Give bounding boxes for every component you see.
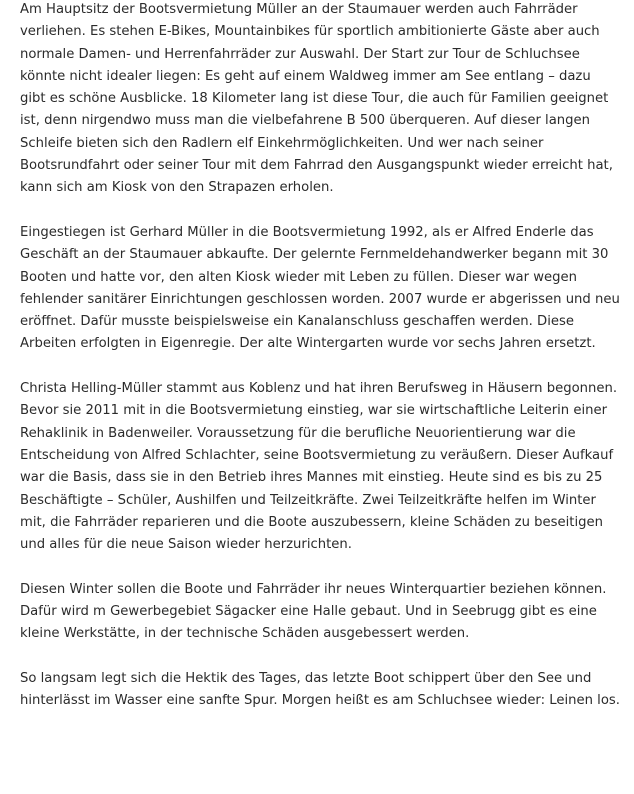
paragraph-closing: So langsam legt sich die Hektik des Tages, das letzte Boot schippert über den See und hinterlässt im Wasser eine sanfte Spur. Morgen heißt es am Schluchsee wieder: Leinen los. <box>20 670 620 709</box>
paragraph-history: Eingestiegen ist Gerhard Müller in die Bootsvermietung 1992, als er Alfred Enderle das Geschäft an der Staumauer abkaufte. Der gelernte Fernmeldehandwerker begann mit 30 Booten und hatte vor, den alten Kiosk wieder mit Leben zu füllen. Dieser war wegen fehlender sanitärer Einrichtungen geschlossen worden. 2007 wurde er abgerissen und neu eröffnet. Dafür musste beispielsweise ein Kanalanschluss geschaffen werden. Diese Arbeiten erfolgten in Eigenregie. Der alte Wintergarten wurde vor sechs Jahren ersetzt. <box>20 224 620 352</box>
paragraph-bike-rental: Am Hauptsitz der Bootsvermietung Müller an der Staumauer werden auch Fahrräder verliehen. Es stehen E-Bikes, Mountainbikes für sportlich ambitionierte Gäste aber auch normale Damen- und Herrenfahrräder zur Auswahl. Der Start zur Tour de Schluchsee könnte nicht idealer liegen: Es geht auf einem Waldweg immer am See entlang – dazu gibt es schöne Ausblicke. 18 Kilometer lang ist diese Tour, die auch für Familien geeignet ist, denn nirgendwo muss man die vielbefahrene B 500 überqueren. Auf dieser langen Schleife bieten sich den Radlern elf Einkehrmöglichkeiten. Und wer nach seiner Bootsrundfahrt oder seiner Tour mit dem Fahrrad den Ausgangspunkt wieder erreicht hat, kann sich am Kiosk von den Strapazen erholen. <box>20 2 613 196</box>
paragraph-christa-helling-mueller: Christa Helling-Müller stammt aus Koblenz und hat ihren Berufsweg in Häusern begonnen. Bevor sie 2011 mit in die Bootsvermietung einstieg, war sie wirtschaftliche Leiterin einer Rehaklinik in Badenweiler. Voraussetzung für die berufliche Neuorientierung war die Entscheidung von Alfred Schlachter, seine Bootsvermietung zu veräußern. Dieser Aufkauf war die Basis, dass sie in den Betrieb ihres Mannes mit einstieg. Heute sind es bis zu 25 Beschäftigte – Schüler, Aushilfen und Teilzeitkräfte. Zwei Teilzeitkräfte helfen im Winter mit, die Fahrräder reparieren und die Boote auszubessern, kleine Schäden zu beseitigen und alles für die neue Saison wieder herzurichten. <box>20 381 618 553</box>
paragraph-winter-quarters: Diesen Winter sollen die Boote und Fahrräder ihr neues Winterquartier beziehen können. Dafür wird m Gewerbegebiet Sägacker eine Halle gebaut. Und in Seebrugg gibt es eine kleine Werkstätte, in der technische Schäden ausgebessert werden. <box>20 581 607 642</box>
